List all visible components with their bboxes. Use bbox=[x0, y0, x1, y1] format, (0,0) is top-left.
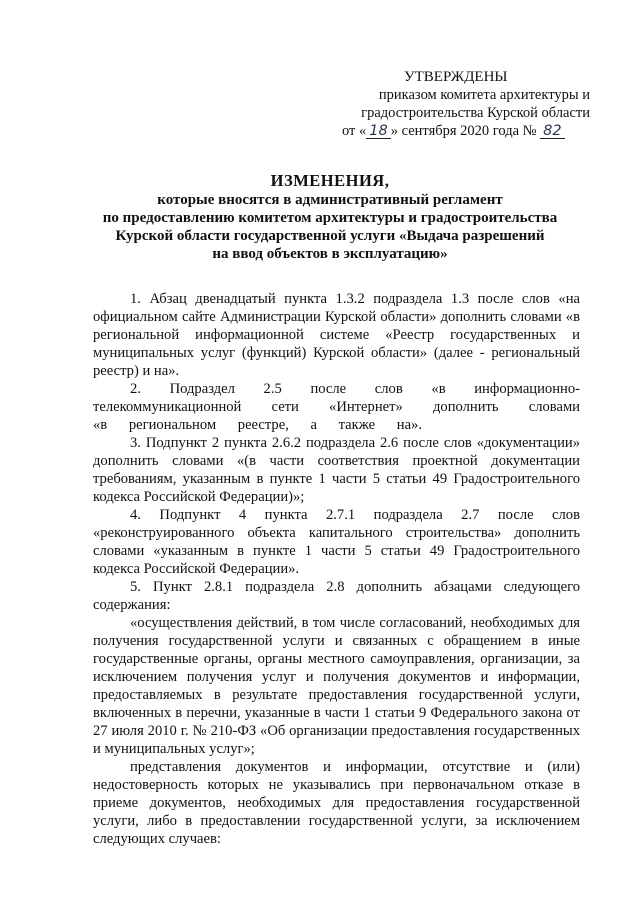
date-middle: » сентября 2020 года № bbox=[390, 123, 537, 139]
heading-line-4: на ввод объектов в эксплуатацию» bbox=[212, 246, 448, 262]
approval-date-line bbox=[330, 122, 590, 140]
approval-title: УТВЕРЖДЕНЫ bbox=[404, 69, 508, 85]
date-prefix: от « bbox=[342, 123, 367, 139]
document-heading bbox=[60, 172, 600, 263]
heading-line-1: которые вносятся в административный регламент bbox=[157, 192, 503, 208]
heading-line-2: по предоставлению комитетом архитектуры и градостроительства bbox=[102, 210, 558, 226]
paragraph-3: 3. Подпункт 2 пункта 2.6.2 подраздела 2.6 после слов «документации» дополнить словами «(в части соответствия проектной документации требованиям, указанным в пункте 1 части 5 статьи 49 Градостроительного кодекса Российской Федерации)»; bbox=[93, 435, 580, 505]
approval-line-1: приказом комитета архитектуры и bbox=[378, 87, 590, 103]
handwritten-number: 82 bbox=[540, 124, 564, 139]
paragraph-7: представления документов и информации, отсутствие и (или) недостоверность которых не указывались при первоначальном отказе в приеме документов, необходимых для предоставления государственной услуги, либо в предоставлении государственной услуги, за исключением следующих случаев: bbox=[93, 759, 580, 847]
heading-line-3: Курской области государственной услуги «Выдача разрешений bbox=[115, 228, 545, 244]
approval-line-2: градостроительства Курской области bbox=[361, 105, 590, 121]
paragraph-4: 4. Подпункт 4 пункта 2.7.1 подраздела 2.7 после слов «реконструированного объекта капитального строительства» дополнить словами «указанным в пункте 1 части 5 статьи 49 Градостроительного кодекса Российской Федерации». bbox=[93, 507, 580, 577]
paragraph-5: 5. Пункт 2.8.1 подраздела 2.8 дополнить абзацами следующего содержания: bbox=[93, 579, 580, 613]
approval-block bbox=[330, 68, 590, 140]
paragraph-1: 1. Абзац двенадцатый пункта 1.3.2 подраздела 1.3 после слов «на официальном сайте Администрации Курской области» дополнить словами «в региональной информационной системе «Реестр государственных и муниципальных услуг (функций) Курской области» (далее - региональный реестр) и на». bbox=[93, 291, 580, 379]
paragraph-6: «осуществления действий, в том числе согласований, необходимых для получения государственной услуги и связанных с обращением в иные государственные органы, органы местного самоуправления, организации, за исключением получения услуг и получения документов и информации, предоставляемых в результате предоставления государственной услуги, включенных в перечни, указанные в части 1 статьи 9 Федерального закона от 27 июля 2010 г. № 210-ФЗ «Об организации предоставления государственных и муниципальных услуг»; bbox=[93, 615, 580, 757]
heading-title: ИЗМЕНЕНИЯ, bbox=[270, 171, 390, 190]
paragraph-2: 2. Подраздел 2.5 после слов «в информационно-телекоммуникационной сети «Интернет» дополнить словами «в региональном реестре, а также на». bbox=[93, 381, 580, 433]
document-body bbox=[93, 290, 580, 848]
handwritten-day: 18 bbox=[366, 124, 390, 139]
